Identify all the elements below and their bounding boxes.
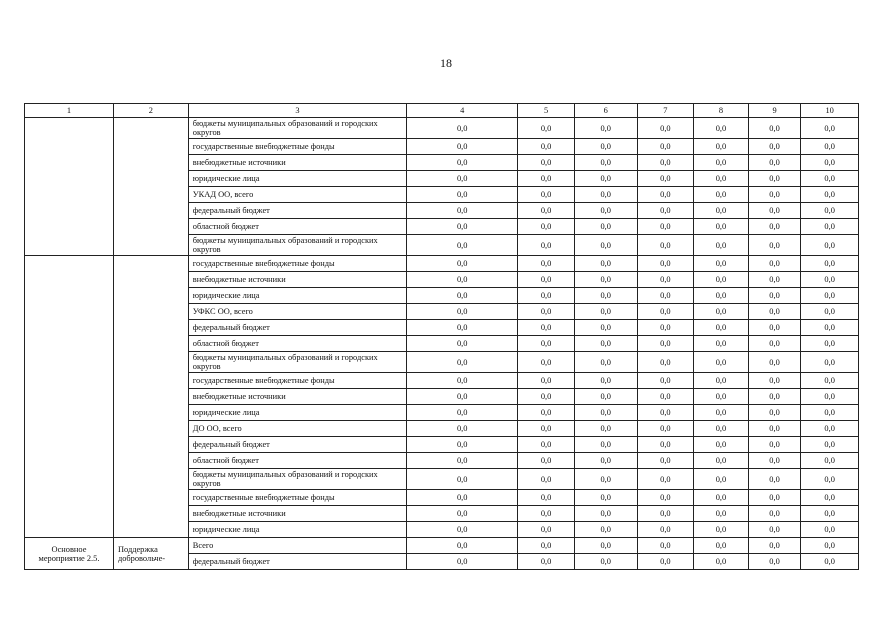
value-cell: 0,0 (574, 272, 637, 288)
funding-source-cell: юридические лица (188, 522, 406, 538)
value-cell: 0,0 (574, 320, 637, 336)
value-cell: 0,0 (407, 203, 518, 219)
value-cell: 0,0 (518, 469, 575, 490)
value-cell: 0,0 (574, 336, 637, 352)
value-cell: 0,0 (748, 554, 801, 570)
value-cell: 0,0 (694, 437, 749, 453)
value-cell: 0,0 (748, 320, 801, 336)
value-cell: 0,0 (637, 155, 694, 171)
value-cell: 0,0 (518, 506, 575, 522)
value-cell: 0,0 (574, 219, 637, 235)
funding-source-cell: УФКС ОО, всего (188, 304, 406, 320)
funding-source-cell: государственные внебюджетные фонды (188, 256, 406, 272)
value-cell: 0,0 (518, 139, 575, 155)
value-cell: 0,0 (694, 203, 749, 219)
value-cell: 0,0 (574, 453, 637, 469)
value-cell: 0,0 (574, 304, 637, 320)
value-cell: 0,0 (748, 304, 801, 320)
header-cell-6: 6 (574, 104, 637, 118)
table-row (25, 538, 859, 554)
value-cell: 0,0 (748, 538, 801, 554)
value-cell: 0,0 (801, 421, 859, 437)
header-cell-3: 3 (188, 104, 406, 118)
value-cell: 0,0 (518, 389, 575, 405)
value-cell: 0,0 (748, 469, 801, 490)
funding-source-cell: федеральный бюджет (188, 554, 406, 570)
value-cell: 0,0 (637, 320, 694, 336)
value-cell: 0,0 (574, 187, 637, 203)
funding-source-cell: ДО ОО, всего (188, 421, 406, 437)
value-cell: 0,0 (574, 256, 637, 272)
value-cell: 0,0 (748, 288, 801, 304)
value-cell: 0,0 (694, 171, 749, 187)
value-cell: 0,0 (407, 554, 518, 570)
value-cell: 0,0 (407, 469, 518, 490)
block-b-col1 (25, 256, 114, 538)
value-cell: 0,0 (801, 469, 859, 490)
value-cell: 0,0 (407, 405, 518, 421)
value-cell: 0,0 (407, 336, 518, 352)
value-cell: 0,0 (574, 506, 637, 522)
value-cell: 0,0 (518, 421, 575, 437)
block-a-col1 (25, 118, 114, 256)
value-cell: 0,0 (574, 352, 637, 373)
header-row (25, 104, 859, 118)
value-cell: 0,0 (637, 453, 694, 469)
value-cell: 0,0 (407, 219, 518, 235)
value-cell: 0,0 (518, 235, 575, 256)
value-cell: 0,0 (694, 118, 749, 139)
value-cell: 0,0 (637, 421, 694, 437)
value-cell: 0,0 (407, 352, 518, 373)
value-cell: 0,0 (801, 139, 859, 155)
value-cell: 0,0 (407, 171, 518, 187)
value-cell: 0,0 (407, 118, 518, 139)
value-cell: 0,0 (407, 421, 518, 437)
value-cell: 0,0 (518, 320, 575, 336)
value-cell: 0,0 (637, 203, 694, 219)
value-cell: 0,0 (637, 352, 694, 373)
value-cell: 0,0 (518, 522, 575, 538)
value-cell: 0,0 (694, 554, 749, 570)
value-cell: 0,0 (518, 373, 575, 389)
value-cell: 0,0 (801, 554, 859, 570)
value-cell: 0,0 (574, 522, 637, 538)
value-cell: 0,0 (694, 235, 749, 256)
funding-source-cell: государственные внебюджетные фонды (188, 139, 406, 155)
value-cell: 0,0 (518, 453, 575, 469)
block-b-col2 (113, 256, 188, 538)
header-cell-5: 5 (518, 104, 575, 118)
value-cell: 0,0 (574, 203, 637, 219)
value-cell: 0,0 (801, 490, 859, 506)
value-cell: 0,0 (694, 469, 749, 490)
value-cell: 0,0 (637, 288, 694, 304)
value-cell: 0,0 (407, 288, 518, 304)
value-cell: 0,0 (694, 506, 749, 522)
value-cell: 0,0 (518, 352, 575, 373)
value-cell: 0,0 (407, 320, 518, 336)
funding-source-cell: областной бюджет (188, 453, 406, 469)
value-cell: 0,0 (801, 288, 859, 304)
value-cell: 0,0 (407, 538, 518, 554)
value-cell: 0,0 (518, 304, 575, 320)
value-cell: 0,0 (748, 421, 801, 437)
value-cell: 0,0 (694, 256, 749, 272)
header-cell-7: 7 (637, 104, 694, 118)
value-cell: 0,0 (637, 256, 694, 272)
value-cell: 0,0 (801, 538, 859, 554)
value-cell: 0,0 (748, 203, 801, 219)
value-cell: 0,0 (407, 235, 518, 256)
value-cell: 0,0 (407, 522, 518, 538)
value-cell: 0,0 (574, 118, 637, 139)
header-cell-9: 9 (748, 104, 801, 118)
value-cell: 0,0 (574, 155, 637, 171)
header-cell-10: 10 (801, 104, 859, 118)
value-cell: 0,0 (407, 373, 518, 389)
funding-source-cell: бюджеты муниципальных образований и городских округов (188, 235, 406, 256)
value-cell: 0,0 (518, 437, 575, 453)
funding-source-cell: бюджеты муниципальных образований и городских округов (188, 352, 406, 373)
value-cell: 0,0 (518, 288, 575, 304)
value-cell: 0,0 (801, 187, 859, 203)
value-cell: 0,0 (574, 437, 637, 453)
value-cell: 0,0 (407, 272, 518, 288)
value-cell: 0,0 (694, 490, 749, 506)
value-cell: 0,0 (801, 352, 859, 373)
header-cell-4: 4 (407, 104, 518, 118)
value-cell: 0,0 (637, 373, 694, 389)
value-cell: 0,0 (518, 171, 575, 187)
value-cell: 0,0 (637, 139, 694, 155)
value-cell: 0,0 (801, 219, 859, 235)
value-cell: 0,0 (801, 437, 859, 453)
value-cell: 0,0 (748, 405, 801, 421)
value-cell: 0,0 (748, 155, 801, 171)
value-cell: 0,0 (748, 506, 801, 522)
value-cell: 0,0 (694, 453, 749, 469)
value-cell: 0,0 (748, 171, 801, 187)
value-cell: 0,0 (637, 187, 694, 203)
value-cell: 0,0 (748, 352, 801, 373)
value-cell: 0,0 (801, 405, 859, 421)
value-cell: 0,0 (637, 506, 694, 522)
value-cell: 0,0 (694, 373, 749, 389)
header-cell-1: 1 (25, 104, 114, 118)
value-cell: 0,0 (407, 437, 518, 453)
funding-source-cell: федеральный бюджет (188, 320, 406, 336)
value-cell: 0,0 (748, 235, 801, 256)
value-cell: 0,0 (801, 203, 859, 219)
funding-source-cell: бюджеты муниципальных образований и городских округов (188, 469, 406, 490)
header-cell-2: 2 (113, 104, 188, 118)
header-cell-8: 8 (694, 104, 749, 118)
value-cell: 0,0 (748, 522, 801, 538)
value-cell: 0,0 (694, 421, 749, 437)
funding-source-cell: областной бюджет (188, 219, 406, 235)
value-cell: 0,0 (407, 490, 518, 506)
value-cell: 0,0 (518, 256, 575, 272)
funding-source-cell: федеральный бюджет (188, 203, 406, 219)
value-cell: 0,0 (801, 171, 859, 187)
value-cell: 0,0 (694, 405, 749, 421)
value-cell: 0,0 (694, 272, 749, 288)
value-cell: 0,0 (637, 304, 694, 320)
value-cell: 0,0 (801, 118, 859, 139)
funding-source-cell: бюджеты муниципальных образований и городских округов (188, 118, 406, 139)
value-cell: 0,0 (748, 219, 801, 235)
value-cell: 0,0 (748, 272, 801, 288)
value-cell: 0,0 (694, 389, 749, 405)
value-cell: 0,0 (407, 389, 518, 405)
value-cell: 0,0 (637, 469, 694, 490)
value-cell: 0,0 (574, 389, 637, 405)
value-cell: 0,0 (637, 235, 694, 256)
value-cell: 0,0 (407, 453, 518, 469)
value-cell: 0,0 (574, 405, 637, 421)
value-cell: 0,0 (574, 171, 637, 187)
value-cell: 0,0 (574, 139, 637, 155)
value-cell: 0,0 (694, 288, 749, 304)
value-cell: 0,0 (748, 139, 801, 155)
value-cell: 0,0 (694, 304, 749, 320)
funding-source-cell: УКАД ОО, всего (188, 187, 406, 203)
block-c-col2: Поддержка добровольче- (113, 538, 188, 570)
value-cell: 0,0 (518, 187, 575, 203)
value-cell: 0,0 (748, 490, 801, 506)
value-cell: 0,0 (574, 490, 637, 506)
value-cell: 0,0 (574, 373, 637, 389)
value-cell: 0,0 (694, 538, 749, 554)
value-cell: 0,0 (574, 469, 637, 490)
funding-source-cell: внебюджетные источники (188, 272, 406, 288)
value-cell: 0,0 (694, 139, 749, 155)
table-row (25, 256, 859, 272)
value-cell: 0,0 (518, 405, 575, 421)
value-cell: 0,0 (801, 453, 859, 469)
value-cell: 0,0 (637, 171, 694, 187)
funding-source-cell: юридические лица (188, 405, 406, 421)
value-cell: 0,0 (801, 235, 859, 256)
value-cell: 0,0 (637, 405, 694, 421)
value-cell: 0,0 (748, 453, 801, 469)
value-cell: 0,0 (637, 389, 694, 405)
value-cell: 0,0 (801, 272, 859, 288)
funding-source-cell: внебюджетные источники (188, 389, 406, 405)
value-cell: 0,0 (801, 304, 859, 320)
value-cell: 0,0 (574, 235, 637, 256)
funding-source-cell: юридические лица (188, 288, 406, 304)
block-a-col2 (113, 118, 188, 256)
funding-source-cell: государственные внебюджетные фонды (188, 373, 406, 389)
value-cell: 0,0 (407, 187, 518, 203)
value-cell: 0,0 (748, 373, 801, 389)
value-cell: 0,0 (518, 155, 575, 171)
table-row (25, 118, 859, 139)
value-cell: 0,0 (801, 506, 859, 522)
value-cell: 0,0 (748, 336, 801, 352)
value-cell: 0,0 (518, 538, 575, 554)
value-cell: 0,0 (407, 155, 518, 171)
value-cell: 0,0 (637, 118, 694, 139)
value-cell: 0,0 (694, 352, 749, 373)
value-cell: 0,0 (694, 155, 749, 171)
value-cell: 0,0 (694, 219, 749, 235)
funding-source-cell: Всего (188, 538, 406, 554)
page-number: 18 (440, 56, 452, 70)
value-cell: 0,0 (637, 538, 694, 554)
value-cell: 0,0 (518, 203, 575, 219)
value-cell: 0,0 (518, 554, 575, 570)
budget-table (24, 103, 859, 570)
value-cell: 0,0 (801, 373, 859, 389)
value-cell: 0,0 (637, 522, 694, 538)
value-cell: 0,0 (694, 320, 749, 336)
value-cell: 0,0 (748, 118, 801, 139)
value-cell: 0,0 (574, 421, 637, 437)
funding-source-cell: юридические лица (188, 171, 406, 187)
value-cell: 0,0 (748, 256, 801, 272)
value-cell: 0,0 (518, 118, 575, 139)
value-cell: 0,0 (407, 506, 518, 522)
value-cell: 0,0 (801, 320, 859, 336)
value-cell: 0,0 (407, 256, 518, 272)
value-cell: 0,0 (694, 336, 749, 352)
value-cell: 0,0 (518, 219, 575, 235)
value-cell: 0,0 (518, 272, 575, 288)
value-cell: 0,0 (694, 522, 749, 538)
value-cell: 0,0 (801, 522, 859, 538)
funding-source-cell: федеральный бюджет (188, 437, 406, 453)
value-cell: 0,0 (801, 336, 859, 352)
value-cell: 0,0 (748, 389, 801, 405)
value-cell: 0,0 (637, 554, 694, 570)
value-cell: 0,0 (518, 336, 575, 352)
value-cell: 0,0 (748, 437, 801, 453)
value-cell: 0,0 (637, 272, 694, 288)
value-cell: 0,0 (518, 490, 575, 506)
table-body (25, 104, 859, 570)
value-cell: 0,0 (407, 304, 518, 320)
value-cell: 0,0 (748, 187, 801, 203)
value-cell: 0,0 (801, 389, 859, 405)
value-cell: 0,0 (694, 187, 749, 203)
funding-source-cell: государственные внебюджетные фонды (188, 490, 406, 506)
funding-source-cell: областной бюджет (188, 336, 406, 352)
value-cell: 0,0 (801, 155, 859, 171)
value-cell: 0,0 (637, 490, 694, 506)
value-cell: 0,0 (574, 554, 637, 570)
block-c-col1: Основное мероприятие 2.5. (25, 538, 114, 570)
value-cell: 0,0 (801, 256, 859, 272)
funding-source-cell: внебюджетные источники (188, 506, 406, 522)
value-cell: 0,0 (637, 336, 694, 352)
value-cell: 0,0 (637, 219, 694, 235)
value-cell: 0,0 (407, 139, 518, 155)
funding-source-cell: внебюджетные источники (188, 155, 406, 171)
value-cell: 0,0 (574, 538, 637, 554)
value-cell: 0,0 (574, 288, 637, 304)
value-cell: 0,0 (637, 437, 694, 453)
